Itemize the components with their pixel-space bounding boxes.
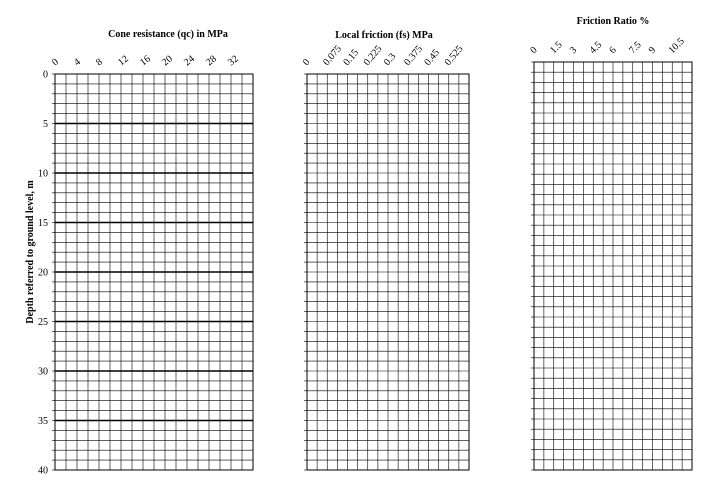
cone-resistance-x-tick-label: 32	[226, 53, 241, 69]
local-friction-x-tick-label: 0.3	[381, 51, 399, 68]
cone-resistance-y-tick-label: 25	[38, 317, 48, 328]
local-friction-x-tick-label: 0.225	[361, 43, 385, 68]
local-friction-x-tick-label: 0.525	[442, 43, 466, 68]
local-friction-panel	[301, 30, 469, 470]
local-friction-x-tick-label: 0	[300, 57, 313, 68]
cone-resistance-y-tick-label: 30	[38, 366, 48, 378]
cone-resistance-x-tick-label: 24	[182, 53, 197, 69]
cone-resistance-y-tick-label: 15	[38, 218, 48, 229]
cone-resistance-x-tick-label: 12	[116, 53, 131, 69]
friction-ratio-x-tick-label: 4.5	[587, 39, 605, 57]
friction-ratio-x-tick-label: 1.5	[548, 39, 565, 57]
cone-resistance-panel	[25, 29, 253, 477]
cone-resistance-x-tick-label: 8	[94, 56, 105, 69]
cone-resistance-x-tick-label: 28	[204, 53, 219, 69]
friction-ratio-x-tick-label: 9	[646, 44, 659, 57]
cone-resistance-y-tick-label: 35	[38, 416, 48, 427]
cone-resistance-x-tick-label: 20	[160, 53, 175, 69]
cone-resistance-y-tick-label: 0	[43, 69, 48, 81]
local-friction-x-tick-label: 0.45	[422, 47, 443, 68]
cone-resistance-y-tick-label: 10	[38, 168, 48, 180]
friction-ratio-title: Friction Ratio %	[576, 16, 650, 27]
cone-resistance-x-tick-label: 0	[50, 56, 61, 69]
cone-resistance-y-tick-label: 40	[38, 465, 48, 477]
friction-ratio-x-tick-label: 6	[607, 44, 619, 57]
local-friction-x-tick-label: 0.15	[341, 47, 362, 68]
cone-resistance-x-tick-label: 16	[138, 53, 153, 69]
friction-ratio-x-tick-label: 7.5	[627, 39, 644, 57]
friction-ratio-panel	[528, 16, 692, 470]
depth-axis-label: Depth referred to ground level, m	[25, 180, 36, 324]
friction-ratio-x-tick-label: 0	[528, 44, 540, 57]
local-friction-title: Local friction (fs) MPa	[335, 30, 433, 41]
cone-resistance-x-tick-label: 4	[72, 56, 83, 69]
cone-resistance-title: Cone resistance (qc) in MPa	[108, 29, 228, 40]
friction-ratio-x-tick-label: 10.5	[666, 35, 687, 57]
cone-resistance-y-tick-label: 5	[43, 119, 48, 130]
cone-resistance-y-tick-label: 20	[38, 267, 48, 279]
friction-ratio-x-tick-label: 3	[567, 44, 580, 57]
local-friction-x-tick-label: 0.075	[321, 43, 345, 68]
local-friction-x-tick-label: 0.375	[402, 43, 426, 68]
